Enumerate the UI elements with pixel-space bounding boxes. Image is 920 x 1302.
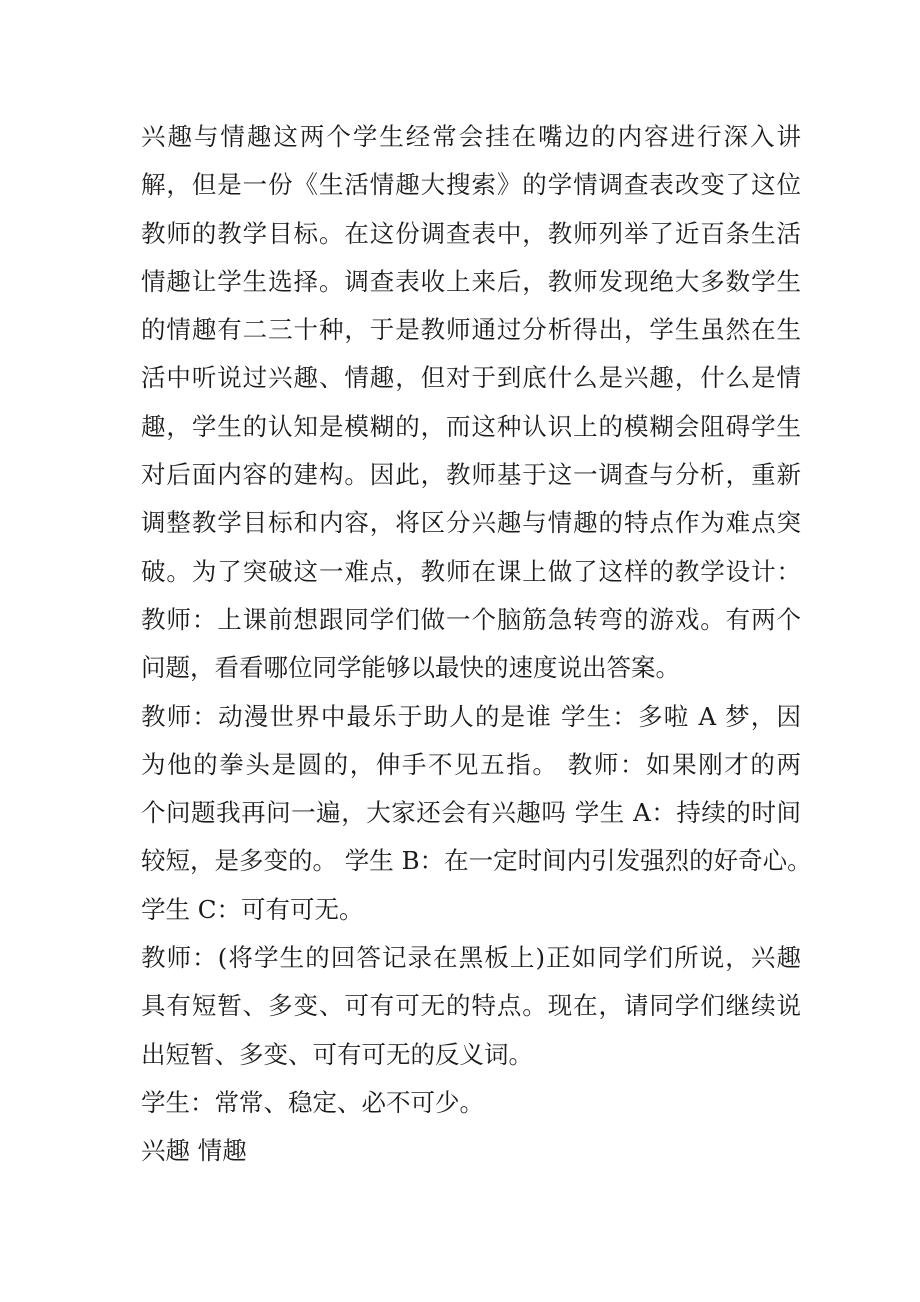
document-body (141, 113, 812, 1176)
text-line: 活中听说过兴趣、情趣，但对于到底什么是兴趣，什么是情 (141, 363, 801, 393)
text-line: 解，但是一份《生活情趣大搜索》的学情调查表改变了这位 (141, 170, 801, 200)
text-line: 学生：常常、稳定、必不可少。 (141, 1087, 484, 1117)
text-line: 出短暂、多变、可有可无的反义词。 (141, 1039, 533, 1069)
text-line: 的情趣有二三十种，于是教师通过分析得出，学生虽然在生 (141, 315, 801, 345)
text-line: 学生 C：可有可无。 (141, 894, 364, 924)
text-line: 对后面内容的建构。因此，教师基于这一调查与分析，重新 (141, 460, 801, 490)
text-line: 趣，学生的认知是模糊的，而这种认识上的模糊会阻碍学生 (141, 411, 801, 441)
text-line: 教师的教学目标。在这份调查表中，教师列举了近百条生活 (141, 218, 801, 248)
text-line: 教师：上课前想跟同学们做一个脑筋急转弯的游戏。有两个 (141, 604, 801, 634)
text-line: 教师：(将学生的回答记录在黑板上)正如同学们所说，兴趣 (141, 943, 801, 973)
text-line: 破。为了突破这一难点，教师在课上做了这样的教学设计： (141, 556, 801, 586)
text-line: 具有短暂、多变、可有可无的特点。现在，请同学们继续说 (141, 991, 801, 1021)
text-line: 兴趣 情趣 (141, 1136, 247, 1166)
text-line: 教师：动漫世界中最乐于助人的是谁 学生：多啦 A 梦，因 (141, 701, 801, 731)
text-line: 兴趣与情趣这两个学生经常会挂在嘴边的内容进行深入讲 (141, 122, 801, 151)
text-line: 个问题我再问一遍，大家还会有兴趣吗 学生 A：持续的时间 (141, 798, 801, 828)
text-line: 问题，看看哪位同学能够以最快的速度说出答案。 (141, 653, 680, 683)
text-line: 调整教学目标和内容，将区分兴趣与情趣的特点作为难点突 (141, 508, 801, 538)
text-line: 情趣让学生选择。调查表收上来后，教师发现绝大多数学生 (141, 266, 801, 296)
text-line: 较短，是多变的。 学生 B：在一定时间内引发强烈的好奇心。 (141, 846, 812, 876)
text-line: 为他的拳头是圆的，伸手不见五指。 教师：如果刚才的两 (141, 749, 801, 779)
